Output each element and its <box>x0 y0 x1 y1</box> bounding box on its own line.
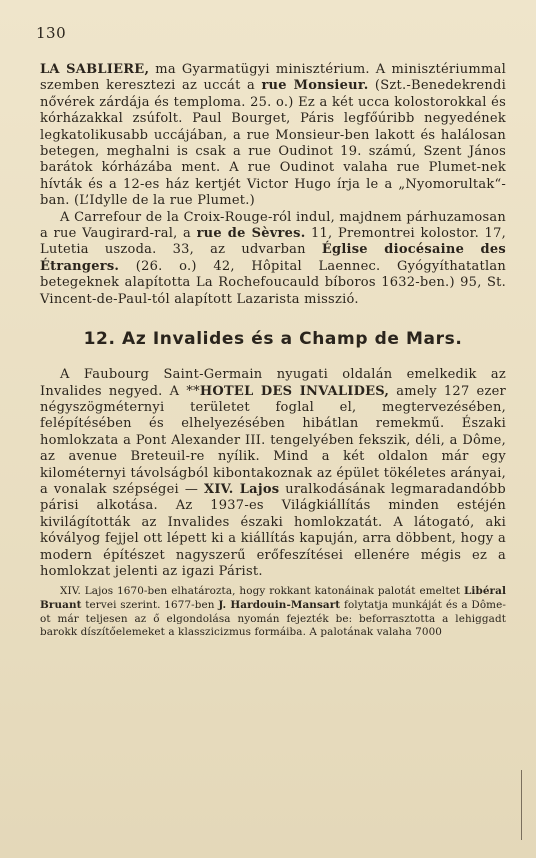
person-name-hardouin-mansart: J. Hardouin-Mansart <box>218 598 341 611</box>
footnote-text: tervei szerint. 1677-ben <box>81 598 219 611</box>
footnote <box>40 585 506 639</box>
page-edge-line <box>521 770 522 840</box>
person-name-xiv-lajos: XIV. Lajos <box>204 481 280 497</box>
paragraph-text: A Carrefour de la Croix-Rouge-ról indul, majdnem párhuzamosan a rue Vaugirard-ral, a <box>40 209 506 242</box>
body-text-lower <box>40 367 506 580</box>
section-heading: 12. Az Invalides és a Champ de Mars. <box>83 329 463 350</box>
body-text-upper <box>40 62 506 308</box>
paragraph-rue-de-sevres <box>40 210 506 308</box>
paragraph-text: A Faubourg Saint-Germain nyugati oldalán emelkedik az Invalides negyed. A ** <box>40 367 506 399</box>
place-name-rue-monsieur: rue Monsieur. <box>261 78 369 94</box>
page-number: 130 <box>36 24 67 42</box>
person-name-liberal-bruant: Libéral Bruant <box>40 585 506 611</box>
footnote-text-misprint: a <box>428 612 436 625</box>
footnote-text: folytatja munkáját és a Dôme-ot már teljesen az ő elgondolása nyomán fejezték be: beforrasztott <box>40 598 506 625</box>
paragraph-invalides <box>40 367 506 580</box>
place-name-rue-de-sevres: rue de Sèvres. <box>196 226 306 242</box>
place-name-hotel-des-invalides: HOTEL DES INVALIDES, <box>199 383 390 399</box>
place-name-la-sabliere: LA SABLIERE, <box>40 62 150 77</box>
paragraph-text: (26. o.) 42, Hôpital Laennec. Gyógyíthatatlan betegeknek alapított <box>40 258 506 291</box>
paragraph-text: ma Gyarmatügyi minisztérium. A minisztériummal szemben keresztezi az uccát a <box>40 62 506 94</box>
place-name-eglise-diocesaine: Église diocésaine des Étrangers. <box>40 242 506 274</box>
paragraph-text: amely 127 ezer négyszögméternyi területet foglal el, megtervezésében, felépítésében és elhelyezésében hibátlan remekmű. Északi homlokzata a Pont Alexander III. tengelyében fekszik, déli, a Dôme, az avenue Breteuil-re nyílik. Mind a két oldalon már egy kilométernyi távolságból kibontakoznak az épület tökéletes arányai, a vonalak szépségei — <box>40 383 506 497</box>
paragraph-text-misprint: a <box>182 275 191 291</box>
paragraph-la-sabliere <box>40 62 506 210</box>
paragraph-text: 11, Premontrei kolostor. 17, Lutetia uszoda. 33, az udvarban <box>40 226 506 258</box>
footnote-text: XIV. Lajos 1670-ben elhatározta, hogy rokkant katonáinak palotát emeltet <box>60 585 465 598</box>
paragraph-text: (Szt.-Benedekrendi nővérek zárdája és temploma. 25. o.) Ez a két ucca kolostorokkal és kórházakkal zsúfolt. Paul Bourget, Páris legfőúribb negyedének legkatolikusabb uccájában, a rue Monsieur-ben lakott és halálosan betegen, meghalni is csak a rue Oudinot 19. számú, Szent János barátok kórházába ment. A rue Oudinot valaha rue Plumet-nek hívták és a 12-es ház kertjét Victor Hugo írja le a „Nyomorultak“-ban. (L’Idylle de la rue Plumet.) <box>40 78 506 209</box>
paragraph-text: uralkodásának legmaradandóbb párisi alkotása. Az 1937-es Világkiállítás minden estéjén kivilágították az Invalides északi homlokzatát. A látogató, aki kóvályog fejjel ott lépett ki a kiállítás kapuján, arra döbbent, hogy a modern építészet nagyszerű erőfeszítései ellenére mégis ez a homlokzat jelenti az igazi Párist. <box>40 481 506 579</box>
paragraph-text: La Rochefoucauld bíboros 1632-ben.) 95, St. Vincent-de-Paul-tól alapított Lazarista misszió. <box>40 275 506 307</box>
footnote-text: a lehiggadt barokk díszítőelemeket a klasszicizmus formáiba. A palotának valaha 7000 <box>40 612 506 639</box>
